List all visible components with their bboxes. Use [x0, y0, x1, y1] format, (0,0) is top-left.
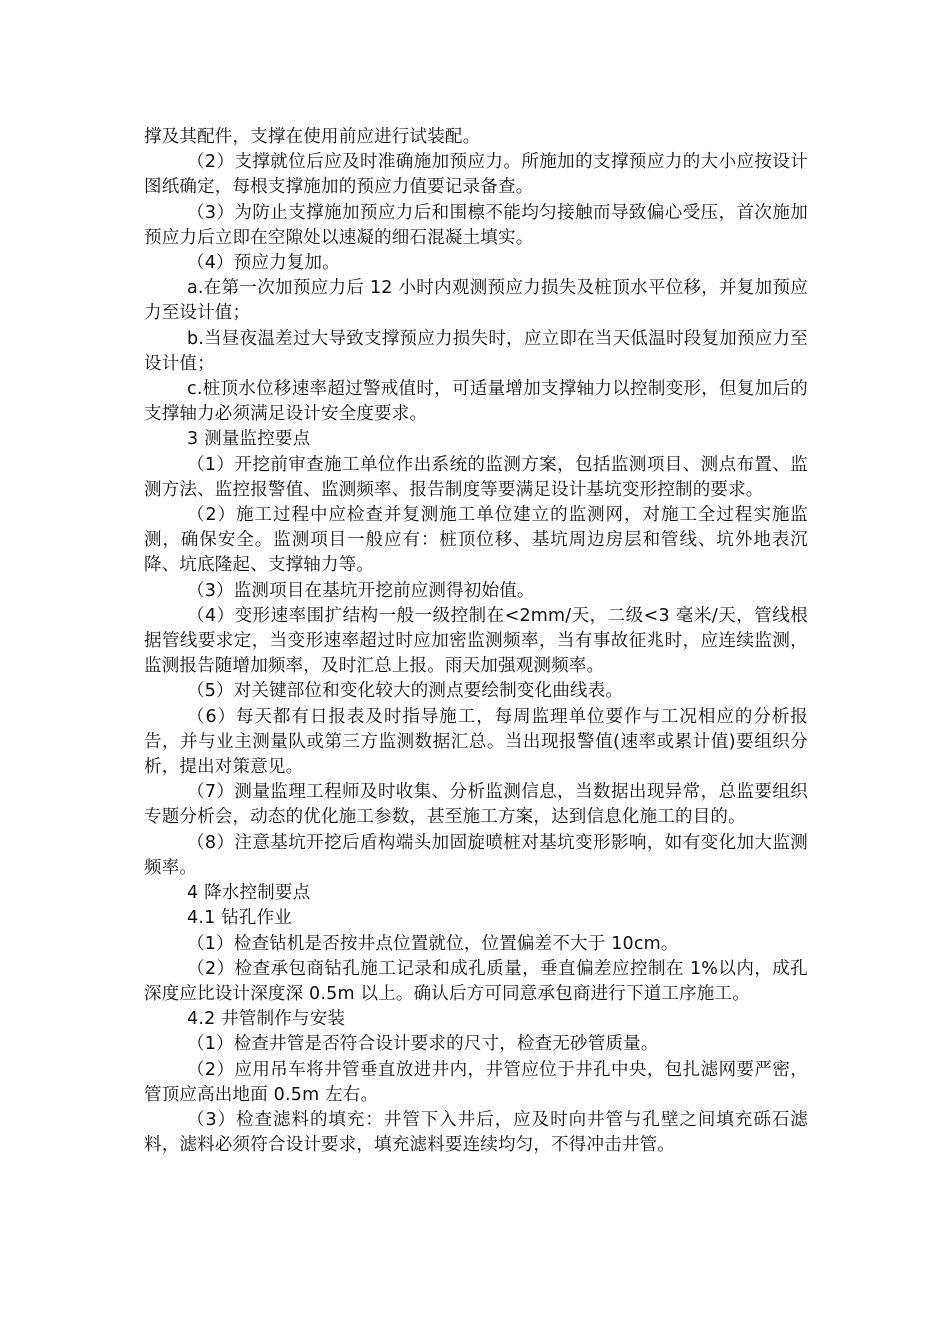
paragraph: （7）测量监理工程师及时收集、分析监测信息，当数据出现异常，总监要组织专题分析会，动态的优化施工参数，甚至施工方案，达到信息化施工的目的。: [144, 782, 808, 828]
paragraph: 撑及其配件，支撑在使用前应进行试装配。: [144, 127, 481, 147]
paragraph: （2）支撑就位后应及时准确施加预应力。所施加的支撑预应力的大小应按设计图纸确定，每根支撑施加的预应力值要记录备查。: [144, 152, 808, 198]
paragraph: （2）施工过程中应检查并复测施工单位建立的监测网，对施工全过程实施监测，确保安全。监测项目一般应有：桩顶位移、基坑周边房层和管线、坑外地表沉降、坑底隆起、支撑轴力等。: [144, 505, 808, 576]
paragraph: （6）每天都有日报表及时指导施工，每周监理单位要作与工况相应的分析报告，并与业主测量队或第三方监测数据汇总。当出现报警值(速率或累计值)要组织分析，提出对策意见。: [144, 706, 808, 778]
paragraph: （3）为防止支撑施加预应力后和围檩不能均匀接触而导致偏心受压，首次施加预应力后立即在空隙处以速凝的细石混凝土填实。: [144, 202, 808, 248]
paragraph: （3）检查滤料的填充：井管下入井后，应及时向井管与孔壁之间填充砾石滤料，滤料必须符合设计要求，填充滤料要连续均匀，不得冲击井管。: [144, 1109, 808, 1156]
paragraph: （4）变形速率围扩结构一般一级控制在<2mm/天，二级<3 毫米/天，管线根据管线要求定，当变形速率超过时应加密监测频率，当有事故征兆时，应连续监测，监测报告随增加频率，及时汇总上报。雨天加强观测频率。: [144, 605, 808, 677]
section-heading: 4 降水控制要点: [187, 883, 311, 904]
paragraph: （1）开挖前审查施工单位作出系统的监测方案，包括监测项目、测点布置、监测方法、监控报警值、监测频率、报告制度等要满足设计基坑变形控制的要求。: [144, 454, 808, 500]
paragraph: c.桩顶水位移速率超过警戒值时，可适量增加支撑轴力以控制变形，但复加后的支撑轴力必须满足设计安全度要求。: [144, 379, 808, 425]
paragraph: （5）对关键部位和变化较大的测点要绘制变化曲线表。: [187, 681, 624, 702]
document-body: [144, 125, 808, 1158]
paragraph: （2）应用吊车将井管垂直放进井内，井管应位于井孔中央，包扎滤网要严密，管顶应高出地面 0.5m 左右。: [144, 1059, 808, 1105]
subsection-heading: 4.1 钻孔作业: [187, 908, 292, 929]
paragraph: （2）检查承包商钻孔施工记录和成孔质量，垂直偏差应控制在 1%以内，成孔深度应比设计深度深 0.5m 以上。确认后方可同意承包商进行下道工序施工。: [144, 958, 808, 1004]
paragraph: a.在第一次加预应力后 12 小时内观测预应力损失及桩顶水平位移，并复加预应力至设计值；: [144, 278, 808, 324]
paragraph: （1）检查钻机是否按井点位置就位，位置偏差不大于 10cm。: [187, 933, 679, 954]
section-heading: 3 测量监控要点: [187, 429, 311, 450]
paragraph: （1）检查井管是否符合设计要求的尺寸，检查无砂管质量。: [187, 1034, 659, 1055]
paragraph: （8）注意基坑开挖后盾构端头加固旋喷桩对基坑变形影响，如有变化加大监测频率。: [144, 832, 808, 878]
paragraph: （3）监测项目在基坑开挖前应测得初始值。: [187, 580, 535, 601]
subsection-heading: 4.2 井管制作与安装: [187, 1009, 346, 1030]
paragraph: （4）预应力复加。: [187, 253, 340, 274]
paragraph: b.当昼夜温差过大导致支撑预应力损失时，应立即在当天低温时段复加预应力至设计值；: [144, 328, 808, 374]
